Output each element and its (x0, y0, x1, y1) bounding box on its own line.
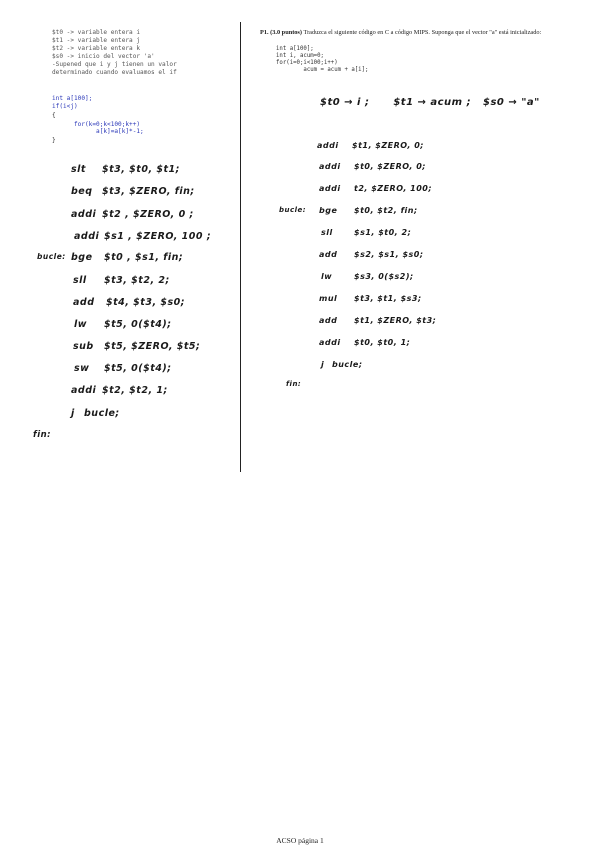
hand-args: $t2, $t2, 1; (102, 385, 168, 396)
hand-args: $t2 , $ZERO, 0 ; (102, 209, 194, 220)
hand-args: $t1, $ZERO, $t3; (354, 316, 437, 325)
hand-op: addi (74, 231, 100, 242)
hand-args: $t3, $t0, $t1; (102, 164, 180, 175)
hand-args: $t0, $ZERO, 0; (354, 162, 426, 171)
comment-line: $s0 -> inicio del vector 'a' (52, 53, 155, 60)
hand-op: addi (71, 209, 97, 220)
comment-line: $t0 -> variable entera i (52, 29, 141, 36)
hand-args: $s1, $t0, 2; (354, 228, 412, 237)
problem-statement (260, 29, 590, 37)
hand-op: j (321, 360, 325, 369)
comment-line: $t1 -> variable entera j (52, 37, 141, 44)
hand-args: $t5, $ZERO, $t5; (104, 341, 201, 352)
hand-args: $t5, 0($t4); (104, 319, 172, 330)
hand-args: bucle; (84, 408, 120, 419)
hand-op: mul (319, 294, 338, 303)
hand-end-label: fin: (286, 380, 302, 388)
hand-args: $t5, 0($t4); (104, 363, 172, 374)
hand-op: addi (317, 141, 339, 150)
hand-op: sll (73, 275, 87, 286)
hand-args: bucle; (332, 360, 363, 369)
problem-heading: P1. (3.0 puntos) (260, 29, 302, 36)
hand-op: sll (321, 228, 333, 237)
code-line: int a[100]; (276, 46, 314, 52)
hand-args: $t4, $t3, $s0; (106, 297, 186, 308)
hand-op: add (319, 316, 338, 325)
hand-op: sw (74, 363, 90, 374)
code-line: for(k=0;k<100;k++) (52, 121, 141, 128)
code-line: } (52, 137, 56, 144)
problem-text: Traduzca el siguiente código en C a código MIPS. Suponga que el vector "a" está inicializado: (301, 29, 542, 36)
hand-op: slt (71, 164, 86, 175)
hand-op: beq (71, 186, 93, 197)
hand-op: lw (74, 319, 88, 330)
code-line: int i, acum=0; (276, 53, 324, 59)
hand-label: bucle: (37, 252, 66, 261)
hand-args: $t0, $t2, fin; (354, 206, 418, 215)
hand-op: addi (319, 184, 341, 193)
hand-args: $t0 , $s1, fin; (104, 252, 184, 263)
comment-line: determinado cuando evaluamos el if (52, 69, 177, 76)
hand-op: j (71, 408, 75, 419)
hand-args: $s1 , $ZERO, 100 ; (104, 231, 212, 242)
hand-args: $s3, 0($s2); (354, 272, 414, 281)
code-line: if(i<j) (52, 103, 78, 110)
register-mapping: $t0 → i ; $t1 → acum ; $s0 → "a" (320, 97, 540, 108)
hand-args: t2, $ZERO, 100; (354, 184, 433, 193)
code-line: { (52, 112, 56, 119)
code-line: acum = acum + a[i]; (276, 67, 369, 73)
code-line: for(i=0;i<100;i++) (276, 60, 338, 66)
hand-op: lw (321, 272, 333, 281)
comment-line: $t2 -> variable entera k (52, 45, 141, 52)
page-footer: ACSO página 1 (276, 836, 324, 845)
hand-op: addi (71, 385, 97, 396)
hand-end-label: fin: (33, 430, 52, 440)
hand-op: bge (71, 252, 93, 263)
hand-args: $s2, $s1, $s0; (354, 250, 424, 259)
hand-args: $t3, $t2, 2; (104, 275, 170, 286)
hand-op: bge (319, 206, 338, 215)
hand-op: addi (319, 162, 341, 171)
comment-line: -Supened que i y j tienen un valor (52, 61, 177, 68)
hand-op: add (73, 297, 95, 308)
hand-op: addi (319, 338, 341, 347)
column-divider (240, 22, 241, 472)
hand-label: bucle: (279, 206, 307, 214)
hand-args: $t1, $ZERO, 0; (352, 141, 424, 150)
code-line: int a[100]; (52, 95, 93, 102)
hand-args: $t3, $t1, $s3; (354, 294, 422, 303)
hand-op: sub (73, 341, 94, 352)
hand-args: $t3, $ZERO, fin; (102, 186, 195, 197)
hand-args: $t0, $t0, 1; (354, 338, 411, 347)
hand-op: add (319, 250, 338, 259)
code-line: a[k]=a[k]*-1; (52, 128, 144, 135)
